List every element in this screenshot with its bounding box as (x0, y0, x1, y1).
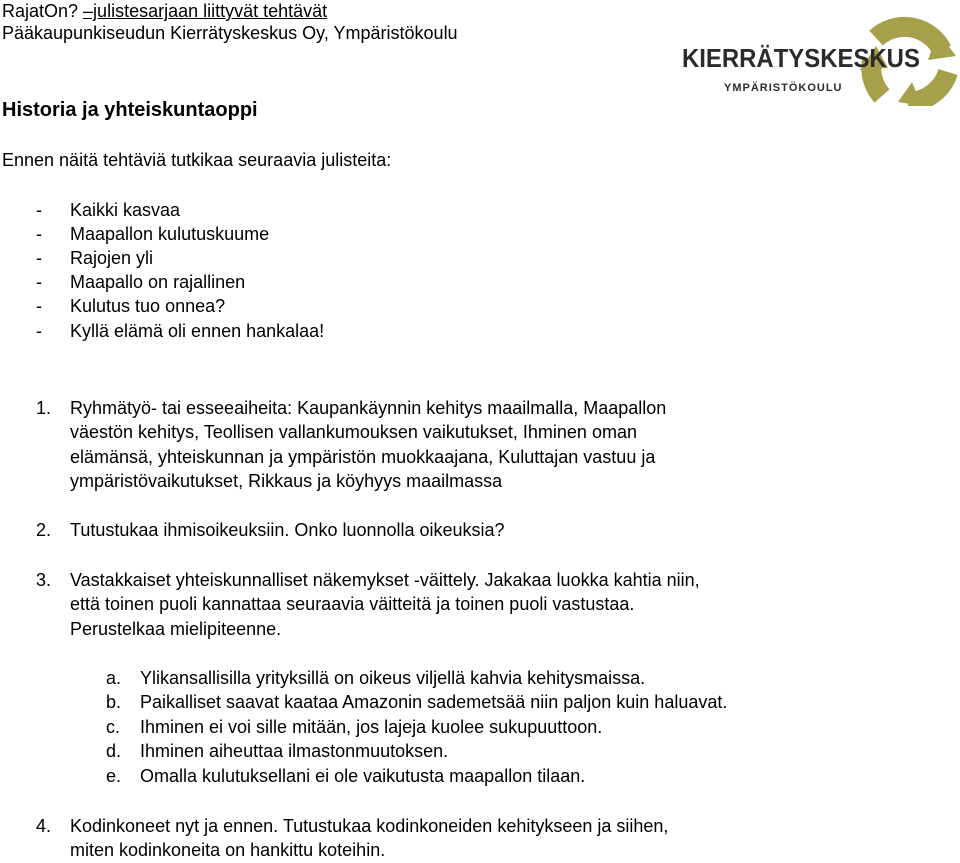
task-text-line: Perustelkaa mielipiteenne. (70, 619, 282, 639)
task-number: 2. (36, 520, 52, 540)
task-text-line: väestön kehitys, Teollisen vallankumouksen vaikutukset, Ihminen oman (70, 422, 637, 442)
list-item: Kaikki kasvaa (70, 200, 181, 220)
task-text-line: ympäristövaikutukset, Rikkaus ja köyhyys maailmassa (70, 471, 503, 491)
logo-wordmark: KIERRÄTYSKESKUS (682, 43, 920, 73)
kierratyskeskus-logo (676, 10, 958, 106)
claim-text: Ylikansallisilla yrityksillä on oikeus viljellä kahvia kehitysmaissa. (140, 668, 646, 688)
list-dash: - (36, 248, 42, 268)
task-text-line: Tutustukaa ihmisoikeuksiin. Onko luonnolla oikeuksia? (70, 520, 505, 540)
task-text-line: Ryhmätyö- tai esseeaiheita: Kaupankäynnin kehitys maailmalla, Maapallon (70, 398, 667, 418)
header-series-name: RajatOn? (2, 1, 84, 21)
claim-text: Ihminen ei voi sille mitään, jos lajeja kuolee sukupuuttoon. (140, 717, 603, 737)
task-number: 3. (36, 570, 52, 590)
list-dash: - (36, 224, 42, 244)
intro-text: Ennen näitä tehtäviä tutkikaa seuraavia julisteita: (2, 150, 392, 170)
list-item: Kyllä elämä oli ennen hankalaa! (70, 321, 325, 341)
claim-letter: c. (106, 717, 121, 737)
task-number: 1. (36, 398, 52, 418)
claim-text: Omalla kulutuksellani ei ole vaikutusta maapallon tilaan. (140, 766, 586, 786)
task-text-line: miten kodinkoneita on hankittu koteihin. (70, 840, 386, 860)
page-heading: Historia ja yhteiskuntaoppi (2, 99, 258, 121)
task-text-line: että toinen puoli kannattaa seuraavia väitteitä ja toinen puoli vastustaa. (70, 594, 635, 614)
task-number: 4. (36, 816, 52, 836)
task-text-line: Kodinkoneet nyt ja ennen. Tutustukaa kodinkoneiden kehitykseen ja siihen, (70, 816, 669, 836)
task-text-line: Vastakkaiset yhteiskunnalliset näkemykset -väittely. Jakakaa luokka kahtia niin, (70, 570, 700, 590)
header-series-link[interactable]: –julistesarjaan liittyvät tehtävät (83, 1, 328, 21)
list-dash: - (36, 296, 42, 316)
logo-subtitle: YMPÄRISTÖKOULU (724, 82, 843, 94)
list-item: Rajojen yli (70, 248, 154, 268)
claim-letter: d. (106, 741, 122, 761)
list-dash: - (36, 200, 42, 220)
list-dash: - (36, 321, 42, 341)
list-item: Maapallon kulutuskuume (70, 224, 270, 244)
claim-letter: e. (106, 766, 122, 786)
claim-text: Ihminen aiheuttaa ilmastonmuutoksen. (140, 741, 449, 761)
list-item: Maapallo on rajallinen (70, 272, 246, 292)
claim-letter: b. (106, 692, 122, 712)
header-title-line (2, 0, 327, 22)
list-dash: - (36, 272, 42, 292)
claim-text: Paikalliset saavat kaataa Amazonin sademetsää niin paljon kuin haluavat. (140, 692, 728, 712)
claim-letter: a. (106, 668, 122, 688)
list-item: Kulutus tuo onnea? (70, 296, 226, 316)
header-organization: Pääkaupunkiseudun Kierrätyskeskus Oy, Ympäristökoulu (2, 23, 458, 43)
task-text-line: elämänsä, yhteiskunnan ja ympäristön muokkaajana, Kuluttajan vastuu ja (70, 447, 656, 467)
